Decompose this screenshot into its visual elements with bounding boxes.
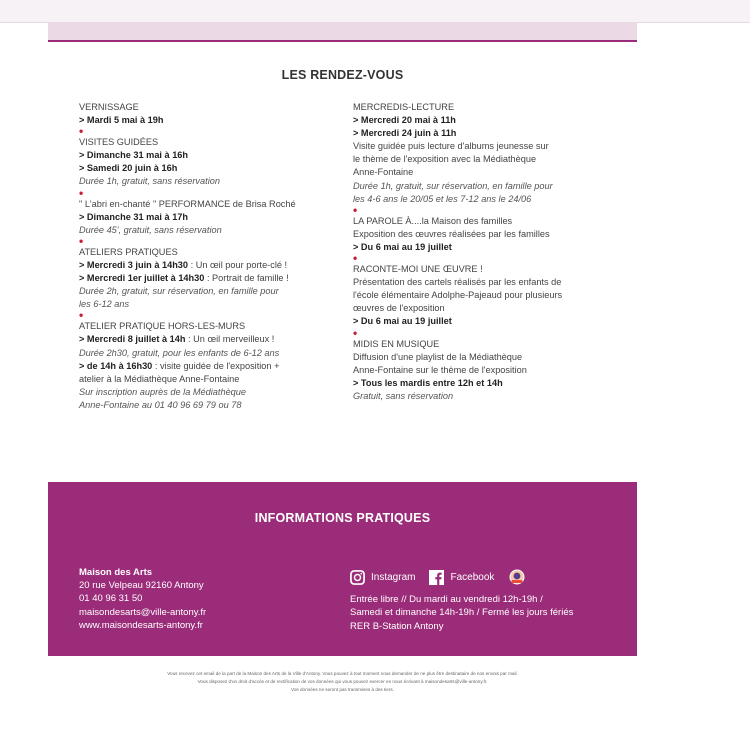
abri-note: Durée 45', gratuit, sans réservation bbox=[79, 224, 222, 235]
footer-line-1: Vous recevez cet email de la part de la Maison des Arts de la Ville d'Antony. Vous pouvez à tout moment nous demander de ne plus être destinataire de nos envois par mail. bbox=[167, 671, 518, 676]
left-column bbox=[79, 101, 341, 412]
raconte-text-2: l'école élémentaire Adolphe-Pajeaud pour plusieurs bbox=[353, 290, 563, 301]
midis-text-1: Diffusion d'une playlist de la Médiathèque bbox=[353, 351, 523, 362]
visites-date-1: > Dimanche 31 mai à 16h bbox=[79, 150, 189, 161]
visites-note: Durée 1h, gratuit, sans réservation bbox=[79, 176, 220, 187]
bullet: • bbox=[353, 325, 358, 340]
facebook-label: Facebook bbox=[450, 571, 495, 583]
hours-line-1: Entrée libre // Du mardi au vendredi 12h-19h / bbox=[350, 594, 543, 605]
hors-murs-line-3: atelier à la Médiathèque Anne-Fontaine bbox=[79, 373, 240, 384]
midis-heading: MIDIS EN MUSIQUE bbox=[353, 338, 440, 349]
right-column bbox=[353, 101, 623, 403]
bullet: • bbox=[79, 124, 84, 139]
ateliers-note-2: les 6-12 ans bbox=[79, 299, 130, 310]
instagram-link[interactable] bbox=[350, 570, 415, 585]
instagram-icon bbox=[350, 570, 365, 585]
venue-address: 20 rue Velpeau 92160 Antony bbox=[79, 580, 204, 592]
lecture-note-2: les 4-6 ans le 20/05 et les 7-12 ans le 24/06 bbox=[353, 193, 532, 204]
parole-date: > Du 6 mai au 19 juillet bbox=[353, 241, 452, 252]
vernissage-heading: VERNISSAGE bbox=[79, 102, 139, 112]
raconte-text-3: œuvres de l'exposition bbox=[353, 303, 445, 314]
venue-email-link[interactable]: maisondesarts@ville-antony.fr bbox=[79, 606, 207, 618]
legal-footer bbox=[48, 670, 637, 694]
badge-icon bbox=[508, 568, 526, 586]
facebook-icon bbox=[429, 570, 444, 585]
badge-link[interactable] bbox=[508, 568, 532, 586]
lecture-text-1: Visite guidée puis lecture d'albums jeunesse sur bbox=[353, 141, 549, 152]
hors-murs-inscription-1: Sur inscription auprès de la Médiathèque bbox=[79, 386, 247, 397]
abri-heading: " L'abri en-chanté " PERFORMANCE de Brisa Roché bbox=[79, 198, 296, 209]
hors-murs-note: Durée 2h30, gratuit, pour les enfants de 6-12 ans bbox=[79, 347, 280, 358]
ateliers-line-2: > Mercredi 1er juillet à 14h30 : Portrait de famille ! bbox=[79, 273, 289, 284]
hors-murs-inscription-2: Anne-Fontaine au 01 40 96 69 79 ou 78 bbox=[79, 399, 242, 410]
newsletter-body bbox=[48, 0, 637, 750]
midis-text-2: Anne-Fontaine sur le thème de l'exposition bbox=[353, 364, 527, 375]
hours-line-2: Samedi et dimanche 14h-19h / Fermé les jours fériés bbox=[350, 607, 574, 619]
parole-heading: LA PAROLE À....la Maison des familles bbox=[353, 215, 513, 226]
hors-murs-line-2: > de 14h à 16h30 : visite guidée de l'exposition + bbox=[79, 360, 280, 371]
rendez-vous-title: LES RENDEZ-VOUS bbox=[281, 68, 404, 82]
midis-note: Gratuit, sans réservation bbox=[353, 390, 454, 401]
contact-block bbox=[79, 566, 206, 632]
midis-date: > Tous les mardis entre 12h et 14h bbox=[353, 377, 503, 388]
footer-line-3: Vos données ne seront pas transmises à des tiers. bbox=[291, 687, 394, 692]
bullet: • bbox=[79, 308, 84, 323]
venue-website-link[interactable]: www.maisondesarts-antony.fr bbox=[79, 619, 203, 631]
bullet: • bbox=[79, 233, 84, 248]
social-links bbox=[350, 568, 546, 586]
lecture-heading: MERCREDIS-LECTURE bbox=[353, 102, 455, 112]
facebook-link[interactable] bbox=[429, 570, 494, 585]
footer-line-2: Vous disposez d'un droit d'accès et de rectification de vos données qui vous pouvez exercer en nous écrivant à maisondesarts@ville-antony.fr. bbox=[197, 679, 488, 684]
visites-date-2: > Samedi 20 juin à 16h bbox=[79, 163, 178, 174]
venue-phone[interactable]: 01 40 96 31 50 bbox=[79, 593, 143, 605]
visites-heading: VISITES GUIDÉES bbox=[79, 137, 159, 148]
lecture-text-3: Anne-Fontaine bbox=[353, 167, 414, 178]
instagram-label: Instagram bbox=[371, 571, 416, 583]
vernissage-date: > Mardi 5 mai à 19h bbox=[79, 115, 164, 126]
abri-date: > Dimanche 31 mai à 17h bbox=[79, 211, 189, 222]
ateliers-note-1: Durée 2h, gratuit, sur réservation, en famille pour bbox=[79, 286, 279, 297]
parole-text: Exposition des œuvres réalisées par les familles bbox=[353, 228, 550, 239]
lecture-text-2: le thème de l'exposition avec la Médiathèque bbox=[353, 154, 537, 165]
venue-name: Maison des Arts bbox=[79, 567, 153, 578]
lecture-date-1: > Mercredi 20 mai à 11h bbox=[353, 115, 456, 126]
raconte-heading: RACONTE-MOI UNE ŒUVRE ! bbox=[353, 264, 483, 275]
ateliers-line-1: > Mercredi 3 juin à 14h30 : Un œil pour porte-clé ! bbox=[79, 259, 288, 270]
bullet: • bbox=[353, 251, 358, 266]
raconte-date: > Du 6 mai au 19 juillet bbox=[353, 316, 452, 327]
hors-murs-line-1: > Mercredi 8 juillet à 14h : Un œil merveilleux ! bbox=[79, 334, 275, 345]
opening-hours bbox=[350, 593, 620, 633]
bullet: • bbox=[353, 202, 358, 217]
bullet: • bbox=[79, 185, 84, 200]
transport-line: RER B-Station Antony bbox=[350, 620, 444, 632]
header-band bbox=[48, 22, 637, 42]
info-title: INFORMATIONS PRATIQUES bbox=[254, 511, 431, 525]
hors-murs-heading: ATELIER PRATIQUE HORS-LES-MURS bbox=[79, 321, 246, 332]
raconte-text-1: Présentation des cartels réalisés par les enfants de bbox=[353, 277, 562, 288]
lecture-date-2: > Mercredi 24 juin à 11h bbox=[353, 128, 457, 139]
ateliers-heading: ATELIERS PRATIQUES bbox=[79, 246, 178, 257]
info-section bbox=[48, 482, 637, 656]
lecture-note-1: Durée 1h, gratuit, sur réservation, en famille pour bbox=[353, 180, 553, 191]
